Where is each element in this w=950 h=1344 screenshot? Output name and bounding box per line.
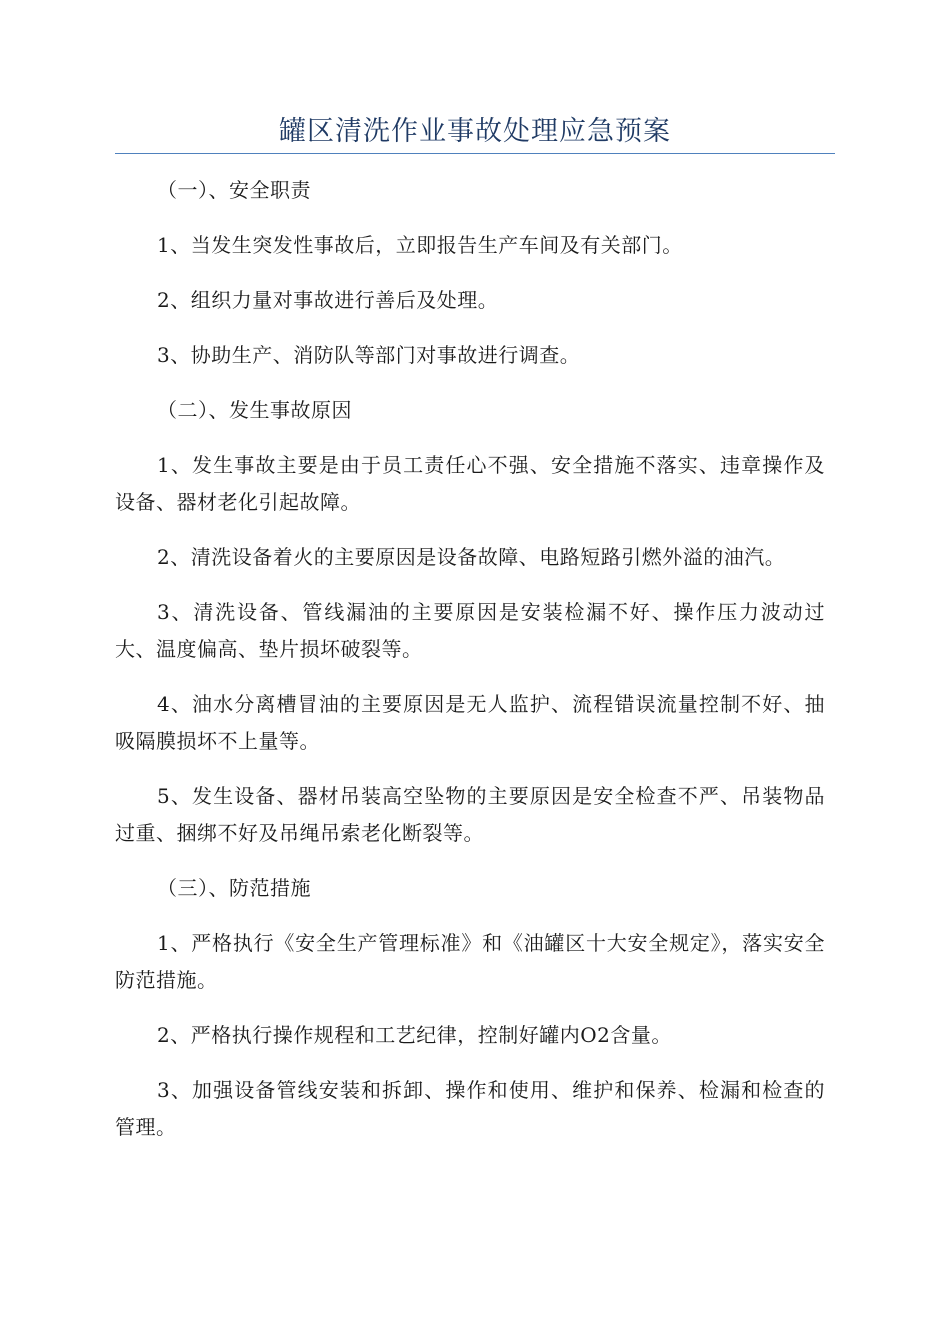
paragraph: 4、油水分离槽冒油的主要原因是无人监护、流程错误流量控制不好、抽吸隔膜损坏不上量等。: [115, 692, 825, 753]
paragraph: 2、组织力量对事故进行善后及处理。: [157, 288, 499, 312]
section-heading-1: （一）、安全职责: [157, 178, 311, 202]
title-underline: [115, 153, 835, 154]
section-heading-3: （三）、防范措施: [157, 876, 311, 900]
section-heading-2: （二）、发生事故原因: [157, 398, 352, 422]
document-body: [115, 172, 825, 1164]
paragraph: 1、当发生突发性事故后，立即报告生产车间及有关部门。: [157, 233, 683, 257]
paragraph: 1、严格执行《安全生产管理标准》和《油罐区十大安全规定》，落实安全防范措施。: [115, 931, 825, 992]
paragraph: 2、严格执行操作规程和工艺纪律，控制好罐内O2含量。: [157, 1023, 672, 1047]
document-title: 罐区清洗作业事故处理应急预案: [279, 116, 671, 147]
paragraph: 3、清洗设备、管线漏油的主要原因是安装检漏不好、操作压力波动过大、温度偏高、垫片损坏破裂等。: [115, 600, 825, 661]
paragraph: 2、清洗设备着火的主要原因是设备故障、电路短路引燃外溢的油汽。: [157, 545, 786, 569]
paragraph: 3、协助生产、消防队等部门对事故进行调查。: [157, 343, 581, 367]
paragraph: 5、发生设备、器材吊装高空坠物的主要原因是安全检查不严、吊装物品过重、捆绑不好及吊绳吊索老化断裂等。: [115, 784, 825, 845]
paragraph: 3、加强设备管线安装和拆卸、操作和使用、维护和保养、检漏和检查的管理。: [115, 1078, 825, 1139]
paragraph: 1、发生事故主要是由于员工责任心不强、安全措施不落实、违章操作及设备、器材老化引起故障。: [115, 453, 825, 514]
